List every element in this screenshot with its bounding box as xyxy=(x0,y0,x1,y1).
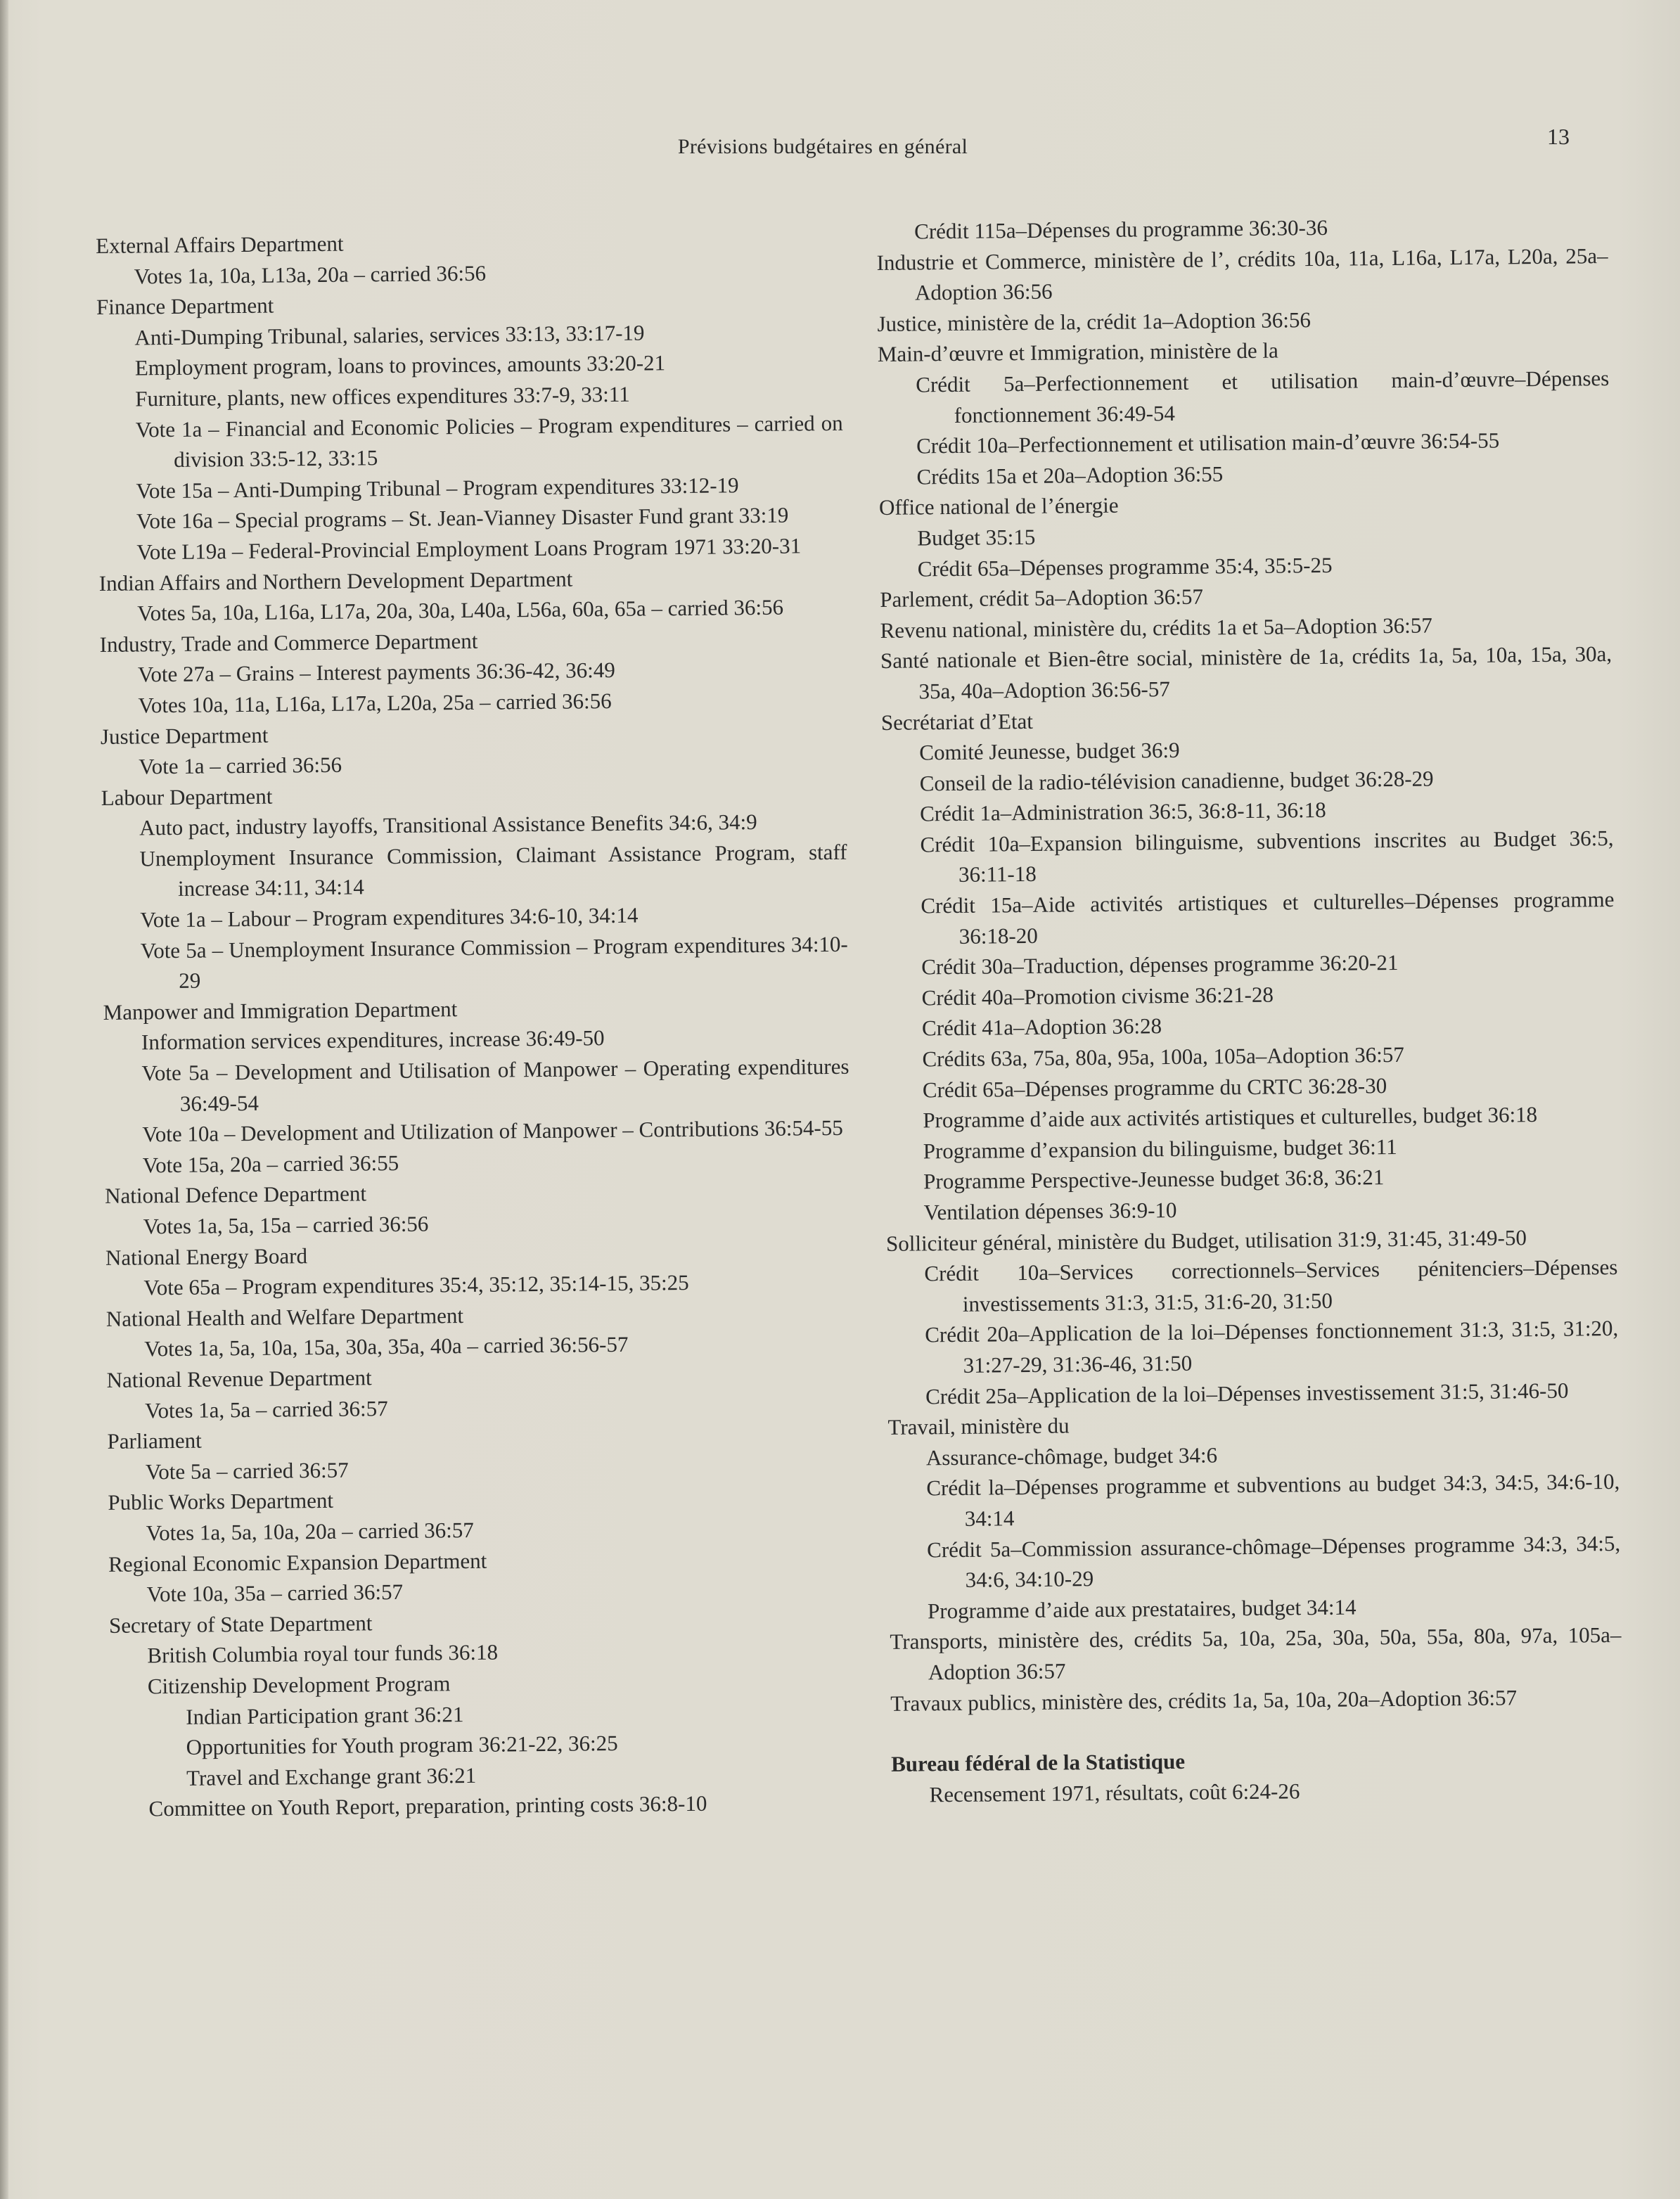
right-index-entry: Crédits 63a, 75a, 80a, 95a, 100a, 105a–Adoption 36:57 xyxy=(922,1041,1404,1072)
left-index-entry: Votes 1a, 5a, 10a, 15a, 30a, 35a, 40a – carried 36:56-57 xyxy=(144,1332,629,1361)
left-index-entry: Travel and Exchange grant 36:21 xyxy=(186,1762,477,1790)
left-index-entry: National Revenue Department xyxy=(106,1365,372,1392)
left-index-entry: Employment program, loans to provinces, amounts 33:20-21 xyxy=(134,350,666,380)
left-index-entry: Public Works Department xyxy=(108,1488,334,1515)
right-index-entry: Crédit 30a–Traduction, dépenses programme 36:20-21 xyxy=(921,950,1399,980)
right-index-entry: Office national de l’énergie xyxy=(878,493,1119,520)
left-index-entry: Votes 1a, 5a, 15a – carried 36:56 xyxy=(143,1211,429,1239)
left-index-entry: Votes 5a, 10a, L16a, L17a, 20a, 30a, L40a, L56a, 60a, 65a – carried 36:56 xyxy=(137,594,784,626)
left-index-entry: Vote 5a – Unemployment Insurance Commission – Program expenditures 34:10-29 xyxy=(140,931,848,994)
right-index-entry: Travaux publics, ministère des, crédits 1a, 5a, 10a, 20a–Adoption 36:57 xyxy=(890,1684,1518,1716)
right-index-entry: Crédit 5a–Commission assurance-chômage–Dépenses programme 34:3, 34:5, 34:6, 34:10-29 xyxy=(927,1530,1621,1592)
right-index-entry: Programme d’aide aux prestataires, budget 34:14 xyxy=(927,1594,1357,1624)
right-index-entry: Budget 35:15 xyxy=(917,524,1036,551)
left-index-entry: Information services expenditures, increase 36:49-50 xyxy=(141,1025,605,1055)
left-index-entry: Vote 10a – Development and Utilization of Manpower – Contributions 36:54-55 xyxy=(142,1115,843,1147)
left-index-entry: Parliament xyxy=(107,1428,202,1454)
right-index-entry: Transports, ministère des, crédits 5a, 10a, 25a, 30a, 50a, 55a, 80a, 97a, 105a–Adoption 36:57 xyxy=(890,1622,1622,1685)
right-index-entry: Crédit 10a–Expansion bilinguisme, subventions inscrites au Budget 36:5, 36:11-18 xyxy=(920,825,1614,887)
left-index-entry: Votes 1a, 5a, 10a, 20a – carried 36:57 xyxy=(146,1517,474,1546)
left-index-entry: Vote 5a – Development and Utilisation of Manpower – Operating expenditures 36:49-54 xyxy=(141,1053,849,1116)
left-index-entry: Justice Department xyxy=(100,722,269,749)
right-index-column xyxy=(876,210,1623,1810)
page-binding-edge xyxy=(0,0,8,2199)
right-index-entry: Crédit 41a–Adoption 36:28 xyxy=(921,1013,1162,1041)
right-index-entry: Crédit 65a–Dépenses programme du CRTC 36:28-30 xyxy=(922,1072,1387,1103)
left-index-entry: Vote 15a, 20a – carried 36:55 xyxy=(142,1150,399,1178)
left-index-entry: National Health and Welfare Department xyxy=(105,1302,464,1331)
right-index-entry: Revenu national, ministère du, crédits 1a et 5a–Adoption 36:57 xyxy=(880,613,1432,643)
left-index-entry: Indian Participation grant 36:21 xyxy=(186,1701,464,1729)
right-index-entry: Santé nationale et Bien-être social, ministère de 1a, crédits 1a, 5a, 10a, 15a, 30a, 35a, 40a–Adoption 36:56-57 xyxy=(880,641,1612,704)
right-index-entry: Crédit 10a–Services correctionnels–Services pénitenciers–Dépenses investissements 31:3, 31:5, 31:6-20, 31:50 xyxy=(924,1255,1618,1316)
left-index-entry: Anti-Dumping Tribunal, salaries, services 33:13, 33:17-19 xyxy=(134,320,645,350)
right-index-entry: Programme Perspective-Jeunesse budget 36:8, 36:21 xyxy=(923,1165,1385,1194)
page-number: 13 xyxy=(1547,124,1570,149)
right-index-entry: Assurance-chômage, budget 34:6 xyxy=(925,1442,1218,1470)
left-index-entry: National Energy Board xyxy=(105,1243,308,1270)
left-index-entry: Votes 10a, 11a, L16a, L17a, L20a, 25a – carried 36:56 xyxy=(138,688,612,718)
left-index-entry: Votes 1a, 5a – carried 36:57 xyxy=(144,1395,388,1423)
running-header-title: Prévisions budgétaires en général xyxy=(677,135,968,158)
left-index-entry: Unemployment Insurance Commission, Claimant Assistance Program, staff increase 34:11, 34:14 xyxy=(139,839,847,902)
right-index-entry: Crédit 40a–Promotion civisme 36:21-28 xyxy=(921,982,1274,1011)
right-index-entry: Conseil de la radio-télévision canadienne, budget 36:28-29 xyxy=(919,766,1434,796)
left-index-entry: Secretary of State Department xyxy=(108,1610,373,1638)
left-index-entry: External Affairs Department xyxy=(96,231,344,258)
left-index-entry: Votes 1a, 10a, L13a, 20a – carried 36:56 xyxy=(134,260,487,289)
right-index-entry: Travail, ministère du xyxy=(887,1413,1070,1440)
right-index-entry: Crédit 20a–Application de la loi–Dépenses fonctionnement 31:3, 31:5, 31:20, 31:27-29, 31:36-46, 31:50 xyxy=(925,1316,1619,1378)
right-index-entry: Crédit 5a–Perfectionnement et utilisation main-d’œuvre–Dépenses fonctionnement 36:49-54 xyxy=(916,365,1610,428)
right-index-entry: Comité Jeunesse, budget 36:9 xyxy=(919,737,1180,765)
left-index-entry: Vote 27a – Grains – Interest payments 36:36-42, 36:49 xyxy=(137,658,615,687)
left-index-column xyxy=(96,224,857,1825)
section-heading: Bureau fédéral de la Statistique xyxy=(890,1748,1186,1776)
left-index-entry: Auto pact, industry layoffs, Transitional Assistance Benefits 34:6, 34:9 xyxy=(139,809,757,840)
right-index-entry: Crédit 1a–Administration 36:5, 36:8-11, 36:18 xyxy=(919,797,1326,826)
right-index-entry: Solliciteur général, ministère du Budget, utilisation 31:9, 31:45, 31:49-50 xyxy=(885,1224,1527,1256)
right-index-entry: Secrétariat d’Etat xyxy=(880,708,1034,735)
right-index-entry: Crédit 10a–Perfectionnement et utilisation main-d’œuvre 36:54-55 xyxy=(916,428,1500,459)
right-index-entry: Justice, ministère de la, crédit 1a–Adoption 36:56 xyxy=(877,307,1312,336)
left-index-entry: Vote 16a – Special programs – St. Jean-Vianney Disaster Fund grant 33:19 xyxy=(136,502,789,534)
left-index-entry: Labour Department xyxy=(101,783,273,810)
left-index-entry: Vote 15a – Anti-Dumping Tribunal – Program expenditures 33:12-19 xyxy=(136,472,739,504)
right-index-entry: Crédits 15a et 20a–Adoption 36:55 xyxy=(916,461,1224,489)
left-index-entry: Citizenship Development Program xyxy=(147,1671,451,1699)
right-index-entry: Recensement 1971, résultats, coût 6:24-26 xyxy=(929,1778,1300,1807)
left-index-entry: Vote 1a – Financial and Economic Policies – Program expenditures – carried on division 33:5-12, 33:15 xyxy=(135,410,843,473)
right-index-entry: Crédit 15a–Aide activités artistiques et culturelles–Dépenses programme 36:18-20 xyxy=(921,887,1615,949)
right-index-entry: Ventilation dépenses 36:9-10 xyxy=(923,1197,1177,1225)
left-index-entry: Regional Economic Expansion Department xyxy=(108,1548,487,1577)
right-index-entry: Crédit 65a–Dépenses programme 35:4, 35:5-25 xyxy=(917,552,1333,581)
right-index-entry: Industrie et Commerce, ministère de l’, crédits 10a, 11a, L16a, L17a, L20a, 25a–Adoption 36:56 xyxy=(876,243,1608,305)
left-index-entry: Industry, Trade and Commerce Department xyxy=(99,628,478,657)
right-index-entry: Crédit 115a–Dépenses du programme 36:30-36 xyxy=(914,214,1328,244)
left-index-entry: Manpower and Immigration Department xyxy=(103,996,458,1025)
right-index-entry: Crédit 25a–Application de la loi–Dépenses investissement 31:5, 31:46-50 xyxy=(925,1378,1569,1409)
left-index-entry: Opportunities for Youth program 36:21-22, 36:25 xyxy=(186,1731,618,1759)
right-index-entry: Programme d’aide aux activités artistiques et culturelles, budget 36:18 xyxy=(923,1102,1538,1133)
right-index-entry: Main-d’œuvre et Immigration, ministère de la xyxy=(877,338,1278,367)
left-index-entry: Committee on Youth Report, preparation, printing costs 36:8-10 xyxy=(148,1791,707,1821)
right-index-entry: Parlement, crédit 5a–Adoption 36:57 xyxy=(880,584,1204,613)
left-index-entry: British Columbia royal tour funds 36:18 xyxy=(147,1639,499,1668)
right-index-entry: Crédit la–Dépenses programme et subventions au budget 34:3, 34:5, 34:6-10, 34:14 xyxy=(926,1469,1620,1531)
left-index-entry: Vote 65a – Program expenditures 35:4, 35:12, 35:14-15, 35:25 xyxy=(143,1270,689,1300)
left-index-entry: Vote 1a – carried 36:56 xyxy=(139,752,342,779)
left-index-entry: Vote 5a – carried 36:57 xyxy=(145,1457,349,1485)
left-index-entry: Vote 10a, 35a – carried 36:57 xyxy=(146,1579,404,1607)
left-index-entry: Finance Department xyxy=(96,293,274,320)
left-index-entry: Indian Affairs and Northern Development Department xyxy=(98,566,573,596)
left-index-entry: Furniture, plants, new offices expenditures 33:7-9, 33:11 xyxy=(135,381,630,411)
right-index-entry: Programme d’expansion du bilinguisme, budget 36:11 xyxy=(923,1134,1397,1164)
left-index-entry: Vote 1a – Labour – Program expenditures 34:6-10, 34:14 xyxy=(140,902,639,932)
left-index-entry: Vote L19a – Federal-Provincial Employment Loans Program 1971 33:20-31 xyxy=(136,533,802,565)
left-index-entry: National Defence Department xyxy=(105,1181,367,1209)
